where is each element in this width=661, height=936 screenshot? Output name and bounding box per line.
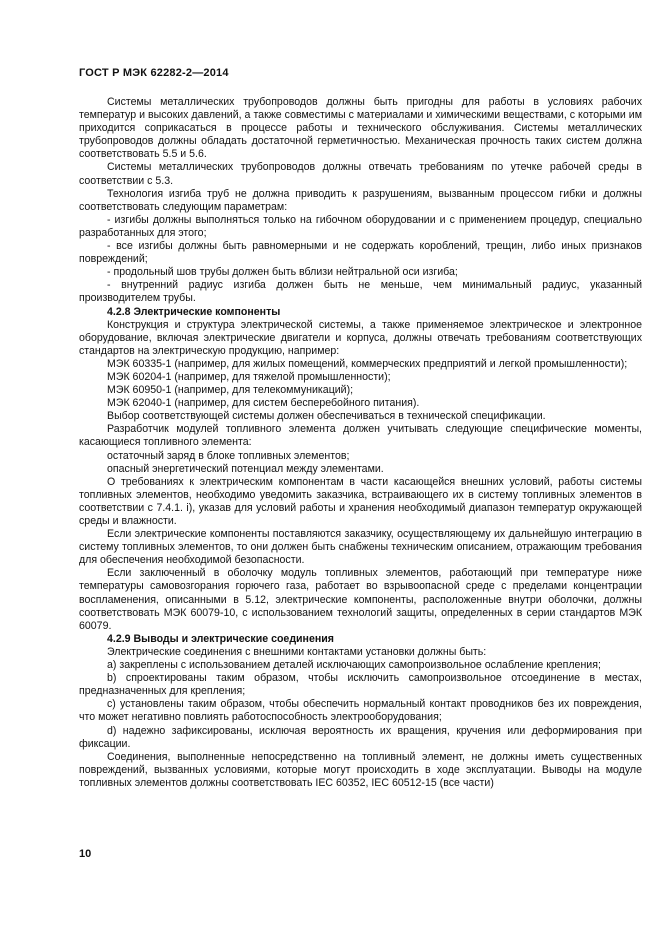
- list-item: МЭК 60204-1 (например, для тяжелой промышленности);: [107, 370, 391, 383]
- document-body: [79, 96, 642, 790]
- list-item: а) закреплены с использованием деталей исключающих самопроизвольное ослабление крепления;: [107, 659, 601, 672]
- list-item: остаточный заряд в блоке топливных элементов;: [107, 449, 350, 462]
- paragraph: Технология изгиба труб не должна приводить к разрушениям, вызванным процессом гибки и должны соответствовать следующим параметрам:: [79, 187, 642, 213]
- page-number: 10: [79, 848, 92, 860]
- section-heading-4-2-9: 4.2.9 Выводы и электрические соединения: [107, 632, 334, 645]
- document-header: ГОСТ Р МЭК 62282-2—2014: [79, 67, 229, 79]
- paragraph: Если электрические компоненты поставляются заказчику, осуществляющему их дальнейшую интеграцию в систему топливных элементов, то они должен быть снабжены техническим описанием, отражающим требования для обеспечения необходимой безопасности.: [79, 528, 642, 567]
- list-item: опасный энергетический потенциал между элементами.: [107, 462, 384, 475]
- paragraph: О требованиях к электрическим компонентам в части касающейся внешних условий, работы системы топливных элементов, необходимо уведомить заказчика, встраивающего их в систему топливных элементов в соответствии с 7.4.1. i), указав для условий работы и хранения необходимый диапазон температур окружающей среды и влажности.: [79, 475, 642, 527]
- list-item: d) надежно зафиксированы, исключая вероятность их вращения, кручения или деформирования при фиксации.: [79, 724, 642, 750]
- paragraph: Электрические соединения с внешними контактами установки должны быть:: [107, 645, 487, 658]
- list-item: МЭК 60335-1 (например, для жилых помещений, коммерческих предприятий и легкой промышленности);: [107, 357, 628, 370]
- list-item: МЭК 62040-1 (например, для систем бесперебойного питания).: [107, 397, 420, 410]
- paragraph: Разработчик модулей топливного элемента должен учитывать следующие специфические моменты, касающиеся топливного элемента:: [79, 423, 642, 449]
- list-item: - внутренний радиус изгиба должен быть не меньше, чем минимальный радиус, указанный производителем трубы.: [79, 279, 642, 305]
- paragraph: Конструкция и структура электрической системы, а также применяемое электрическое и электронное оборудование, включая электрические двигатели и корпуса, должны отвечать требованиям соответствующих стандартов на электрическую продукцию, например:: [79, 318, 642, 357]
- list-item: - все изгибы должны быть равномерными и не содержать короблений, трещин, либо иных признаков повреждений;: [79, 240, 642, 266]
- paragraph: Системы металлических трубопроводов должны быть пригодны для работы в условиях рабочих температур и высоких давлений, а также совместимы с материалами и химическими веществами, с которыми им приходится соприкасаться в процессе работы и технического обслуживания. Системы металлических трубопроводов должны обладать достаточной герметичностью. Механическая прочность таких систем должна соответствовать 5.5 и 5.6.: [79, 96, 642, 161]
- paragraph: Если заключенный в оболочку модуль топливных элементов, работающий при температуре ниже температуры самовозгорания горючего газа, работает во взрывоопасной среде с пределами концентрации воспламенения, описанными в 5.12, электрические компоненты, расположенные внутри оболочки, должны соответствовать МЭК 60079-10, с использованием технологий защиты, определенных в серии стандартов МЭК 60079.: [79, 567, 642, 632]
- paragraph: Выбор соответствующей системы должен обеспечиваться в технической спецификации.: [107, 410, 546, 423]
- paragraph: Системы металлических трубопроводов должны отвечать требованиям по утечке рабочей среды в соответствии с 5.3.: [79, 161, 642, 187]
- list-item: - изгибы должны выполняться только на гибочном оборудовании и с применением процедур, специально разработанных для этого;: [79, 213, 642, 239]
- section-heading-4-2-8: 4.2.8 Электрические компоненты: [107, 305, 281, 318]
- list-item: b) спроектированы таким образом, чтобы исключить самопроизвольное отсоединение в местах, предназначенных для крепления;: [79, 672, 642, 698]
- list-item: с) установлены таким образом, чтобы обеспечить нормальный контакт проводников без их повреждения, что может негативно повлиять работоспособность электрооборудования;: [79, 698, 642, 724]
- list-item: МЭК 60950-1 (например, для телекоммуникаций);: [107, 384, 354, 397]
- list-item: - продольный шов трубы должен быть вблизи нейтральной оси изгиба;: [107, 266, 458, 279]
- paragraph: Соединения, выполненные непосредственно на топливный элемент, не должны иметь существенных повреждений, вызванных условиями, которые могут происходить в ходе эксплуатации. Выводы на модуле топливных элементов должны соответствовать IEC 60352, IEC 60512-15 (все части): [79, 750, 642, 789]
